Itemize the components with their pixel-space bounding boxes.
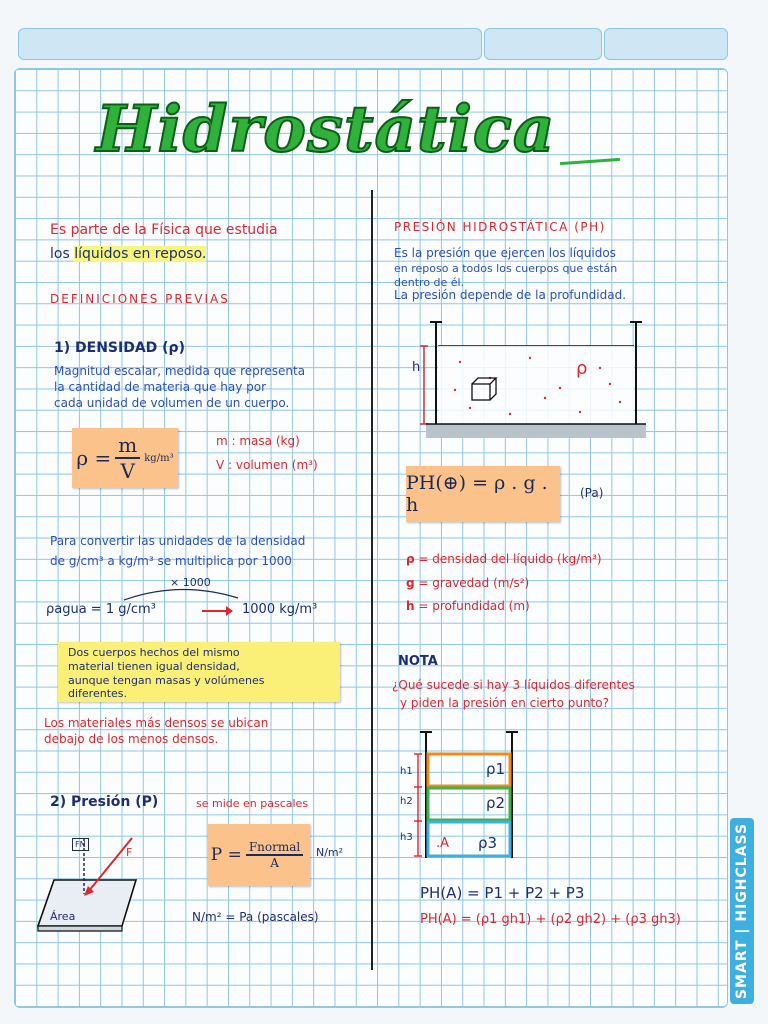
arrow-right-icon <box>200 604 234 618</box>
layer-rho1-label: ρ1 <box>486 760 506 778</box>
conversion-rhs: 1000 kg/m³ <box>242 602 318 617</box>
hydro-desc-2: en reposo a todos los cuerpos que están <box>394 262 618 275</box>
hydro-desc-3: dentro de él. <box>394 276 465 289</box>
pressure-unit-eq: N/m² = Pa (pascales) <box>192 910 319 924</box>
legend-h-text: = profundidad (m) <box>418 599 530 613</box>
header-bar-main <box>18 28 482 60</box>
pressure-heading: 2) Presión (P) <box>50 794 159 810</box>
hydro-formula: PH(⊕) = ρ . g . h <box>406 472 548 516</box>
layer-rho2-label: ρ2 <box>486 794 506 812</box>
pressure-subtitle: se mide en pascales <box>196 797 309 810</box>
sum-equation-1: PH(A) = P1 + P2 + P3 <box>420 884 585 902</box>
hydro-formula-unit: (Pa) <box>580 486 604 500</box>
intro-line-2-a: los <box>50 246 70 262</box>
sum-equation-2: PH(A) = (ρ1 gh1) + (ρ2 gh2) + (ρ3 gh3) <box>420 912 681 927</box>
density-desc-1: Magnitud escalar, medida que representa <box>54 364 306 378</box>
note-line-4: diferentes. <box>68 687 128 700</box>
legend-g-symbol: g <box>406 576 415 590</box>
nota-heading: NOTA <box>398 654 438 669</box>
materials-line-1: Los materiales más densos se ubican <box>44 716 269 730</box>
pressure-f-label: F <box>126 846 133 859</box>
tank-h-label: h <box>412 360 421 375</box>
legend-h-symbol: h <box>406 599 415 613</box>
pressure-formula-box <box>208 824 310 886</box>
conversion-lhs: ρagua = 1 g/cm³ <box>46 602 156 617</box>
legend-rho-symbol: ρ <box>406 552 415 566</box>
brand-label: SMART | HIGHCLASS <box>734 822 750 1000</box>
conversion-arc <box>120 584 250 604</box>
tank-rho-label: ρ <box>576 358 588 379</box>
nota-line-2: y piden la presión en cierto punto? <box>400 696 609 710</box>
hydro-desc-1: Es la presión que ejercen los líquidos <box>394 246 616 260</box>
layers-diagram <box>396 730 526 860</box>
note-line-1: Dos cuerpos hechos del mismo <box>68 646 240 659</box>
density-legend-m: m : masa (kg) <box>216 434 300 448</box>
conversion-line-2: de g/cm³ a kg/m³ se multiplica por 1000 <box>50 554 292 568</box>
nota-line-1: ¿Qué sucede si hay 3 líquidos diferentes <box>392 678 635 692</box>
definitions-heading: DEFINICIONES PREVIAS <box>50 292 230 306</box>
pressure-fn-label: FN <box>72 838 89 851</box>
hydro-desc-4: La presión depende de la profundidad. <box>394 288 627 302</box>
note-line-2: material tienen igual densidad, <box>68 660 240 673</box>
density-legend-v: V : volumen (m³) <box>216 458 318 472</box>
intro-line-2-b: líquidos en reposo. <box>74 246 207 262</box>
density-note-box <box>58 642 340 702</box>
layer-rho3-label: ρ3 <box>478 834 498 852</box>
header-bar-tab-2 <box>604 28 728 60</box>
conversion-multiplier: × 1000 <box>170 576 211 589</box>
legend-g-text: = gravedad (m/s²) <box>418 576 530 590</box>
tank-diagram <box>410 318 650 444</box>
intro-line-1: Es parte de la Física que estudia <box>50 222 278 238</box>
pressure-formula-num: Fnormal <box>246 840 303 856</box>
page-title: Hidrostática <box>96 92 556 167</box>
legend-rho-text: = densidad del líquido (kg/m³) <box>418 552 602 566</box>
layer-h3-label: h3 <box>400 832 413 843</box>
note-line-3: aunque tengan masas y volúmenes <box>68 674 265 687</box>
layer-h1-label: h1 <box>400 766 413 777</box>
density-desc-3: cada unidad de volumen de un cuerpo. <box>54 396 290 410</box>
density-desc-2: la cantidad de materia que hay por <box>54 380 267 394</box>
hydro-formula-box <box>406 466 560 522</box>
density-formula-den: V <box>120 459 135 483</box>
hydro-heading: PRESIÓN HIDROSTÁTICA (PH) <box>394 220 606 234</box>
density-formula-unit: kg/m³ <box>144 452 174 464</box>
header-bar-tab-1 <box>484 28 602 60</box>
density-formula-lhs: ρ = <box>76 446 112 470</box>
brand-badge <box>730 818 754 1004</box>
pressure-formula-unit: N/m² <box>316 846 344 859</box>
layer-h2-label: h2 <box>400 796 413 807</box>
materials-line-2: debajo de los menos densos. <box>44 732 219 746</box>
pressure-area-label: Área <box>50 910 76 923</box>
density-formula-box <box>72 428 178 488</box>
layer-point-a: .A <box>436 836 450 851</box>
column-divider <box>371 190 373 970</box>
density-formula-num: m <box>115 433 140 459</box>
conversion-line-1: Para convertir las unidades de la densidad <box>50 534 306 548</box>
pressure-formula-den: A <box>270 856 279 870</box>
pressure-formula-lhs: P = <box>210 845 242 865</box>
density-heading: 1) DENSIDAD (ρ) <box>54 340 185 356</box>
